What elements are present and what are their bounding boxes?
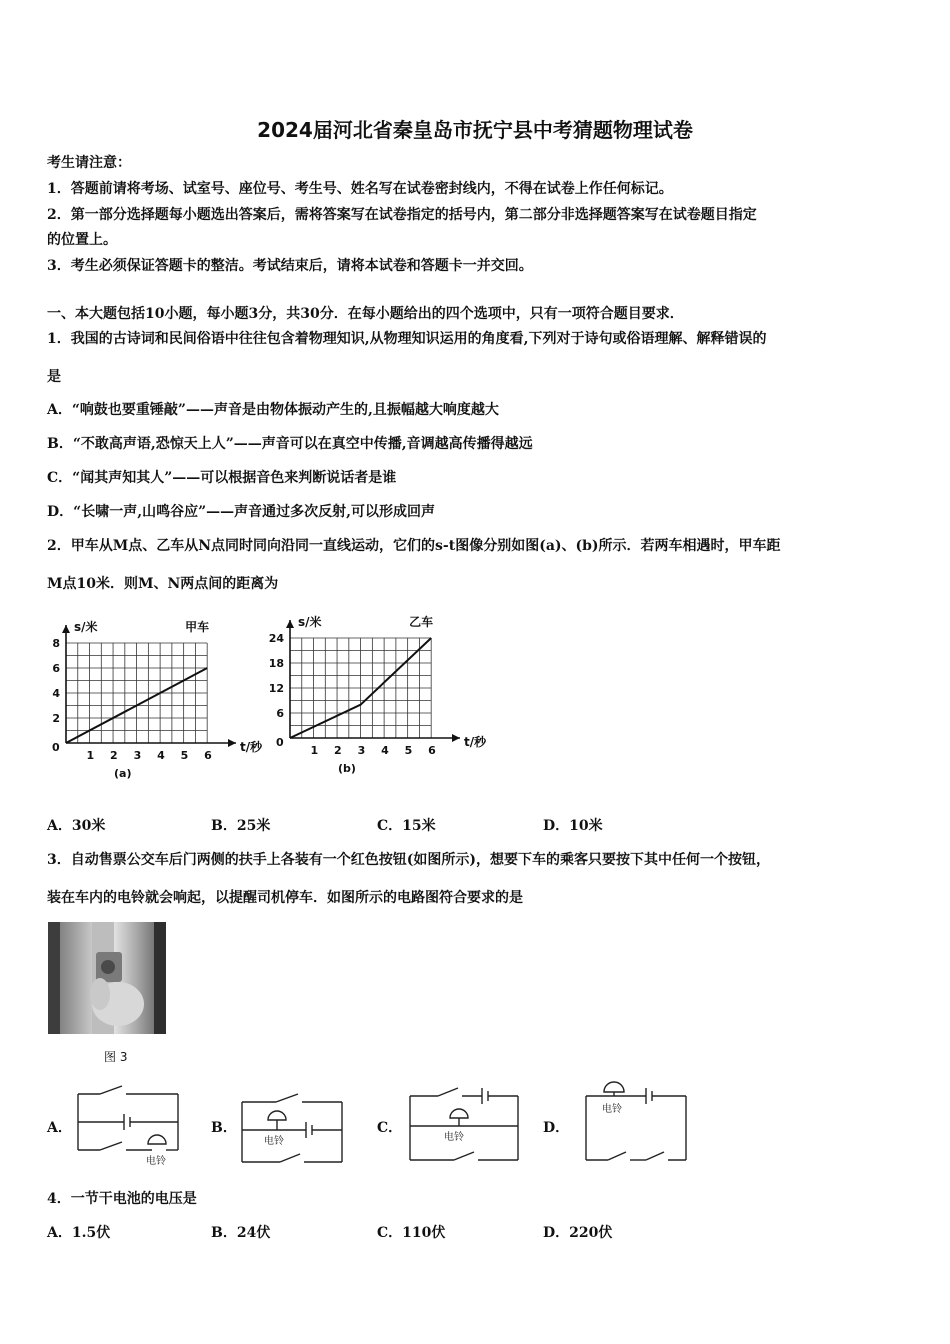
x-tick-label: 2 <box>334 744 342 757</box>
y-axis-label: s/米 <box>298 615 322 629</box>
figure-caption: 图 3 <box>104 1050 128 1064</box>
q3-option-a: A． <box>47 1120 72 1136</box>
q2-option-c: C．15米 <box>377 818 436 834</box>
q2-option-b: B．25米 <box>211 818 271 834</box>
y-tick-label: 8 <box>52 637 60 650</box>
q3-option-d: D． <box>543 1120 570 1136</box>
origin-label: 0 <box>276 736 284 749</box>
circuit-c <box>404 1082 524 1168</box>
x-tick-label: 4 <box>381 744 389 757</box>
chart-caption: (a) <box>114 767 132 780</box>
y-tick-label: 6 <box>52 662 60 675</box>
notice-item: 1．答题前请将考场、试室号、座位号、考生号、姓名写在试卷密封线内，不得在试卷上作任何标记。 <box>47 181 673 197</box>
page-title: 2024届河北省秦皇岛市抚宁县中考猜题物理试卷 <box>257 118 693 142</box>
q2-option-a: A．30米 <box>47 818 106 834</box>
x-tick-label: 5 <box>404 744 413 757</box>
origin-label: 0 <box>52 741 60 754</box>
chart-title: 乙车 <box>409 615 434 629</box>
y-tick-label: 2 <box>52 712 60 725</box>
y-tick-label: 6 <box>276 707 284 720</box>
chart-caption: (b) <box>338 762 356 775</box>
chart-title: 甲车 <box>185 620 210 634</box>
q4-option-c: C．110伏 <box>377 1225 446 1241</box>
q1-stem-cont: 是 <box>47 369 61 385</box>
y-tick-label: 4 <box>52 687 60 700</box>
x-axis-label: t/秒 <box>240 740 263 754</box>
circuit-a <box>72 1080 184 1168</box>
bell-label: 电铃 <box>602 1104 622 1115</box>
q1-option-b: B．“不敢高声语,恐惊天上人”——声音可以在真空中传播,音调越高传播得越远 <box>47 436 533 452</box>
chart-a <box>40 615 263 790</box>
x-tick-label: 6 <box>204 749 212 762</box>
notice-item: 3．考生必须保证答题卡的整洁。考试结束后，请将本试卷和答题卡一并交回。 <box>47 258 533 274</box>
q4-option-d: D．220伏 <box>543 1225 613 1241</box>
q4-option-b: B．24伏 <box>211 1225 271 1241</box>
y-axis-arrow <box>286 620 294 628</box>
x-tick-label: 6 <box>428 744 436 757</box>
q3-option-b: B． <box>211 1120 237 1136</box>
x-tick-label: 1 <box>86 749 95 762</box>
q2-option-d: D．10米 <box>543 818 603 834</box>
circuit-d <box>580 1076 692 1168</box>
q3-option-c: C． <box>377 1120 403 1136</box>
y-axis-arrow <box>62 625 70 633</box>
q1-option-d: D．“长啸一声,山鸣谷应”——声音通过多次反射,可以形成回声 <box>47 504 435 520</box>
bell-label: 电铃 <box>146 1156 166 1167</box>
notice-heading: 考生请注意： <box>47 155 131 171</box>
y-tick-label: 24 <box>268 632 284 645</box>
bus-button-photo <box>48 922 166 1034</box>
x-tick-label: 3 <box>133 749 142 762</box>
y-tick-label: 12 <box>268 682 284 695</box>
q1-option-c: C．“闻其声知其人”——可以根据音色来判断说话者是谁 <box>47 470 397 486</box>
q2-stem: 2．甲车从M点、乙车从N点同时同向沿同一直线运动，它们的s-t图像分别如图(a)、(b)所示．若两车相遇时，甲车距 <box>47 538 781 554</box>
x-tick-label: 2 <box>110 749 118 762</box>
section-heading: 一、本大题包括10小题，每小题3分，共30分．在每小题给出的四个选项中，只有一项符合题目要求． <box>47 306 684 322</box>
q4-stem: 4．一节干电池的电压是 <box>47 1191 197 1207</box>
chart-b <box>258 608 487 790</box>
q4-option-a: A．1.5伏 <box>47 1225 111 1241</box>
x-axis-arrow <box>228 739 236 747</box>
x-tick-label: 4 <box>157 749 165 762</box>
x-axis-arrow <box>452 734 460 742</box>
x-tick-label: 3 <box>357 744 366 757</box>
y-axis-label: s/米 <box>74 620 98 634</box>
circuit-b <box>236 1090 348 1168</box>
x-axis-label: t/秒 <box>464 735 487 749</box>
q3-stem-cont: 装在车内的电铃就会响起，以提醒司机停车．如图所示的电路图符合要求的是 <box>47 890 523 906</box>
q1-stem: 1．我国的古诗词和民间俗语中往往包含着物理知识,从物理知识运用的角度看,下列对于诗句或俗语理解、解释错误的 <box>47 331 767 347</box>
q1-option-a: A．“响鼓也要重锤敲”——声音是由物体振动产生的,且振幅越大响度越大 <box>47 402 499 418</box>
notice-item: 的位置上。 <box>47 232 117 248</box>
x-tick-label: 5 <box>180 749 189 762</box>
notice-item: 2．第一部分选择题每小题选出答案后，需将答案写在试卷指定的括号内，第二部分非选择题答案写在试卷题目指定 <box>47 207 757 223</box>
x-tick-label: 1 <box>310 744 319 757</box>
bell-label: 电铃 <box>264 1136 284 1147</box>
bell-label: 电铃 <box>444 1132 464 1143</box>
y-tick-label: 18 <box>268 657 284 670</box>
q3-stem: 3．自动售票公交车后门两侧的扶手上各装有一个红色按钮(如图所示)，想要下车的乘客只要按下其中任何一个按钮， <box>47 852 770 868</box>
q2-stem-cont: M点10米．则M、N两点间的距离为 <box>47 576 279 592</box>
